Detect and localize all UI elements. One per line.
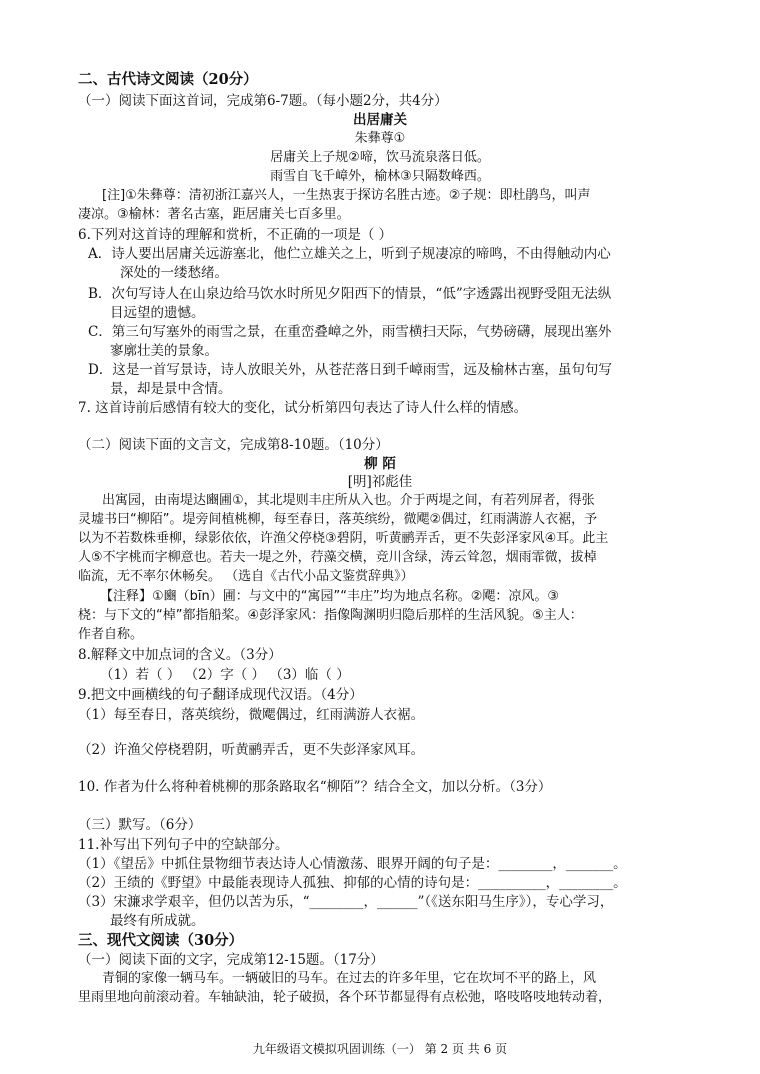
question-9-sub: （2）许渔父停桡碧阴，听黄鹂弄舌，更不失彭泽家风耳。 <box>78 742 425 758</box>
prose-note: 【注释】①豳（bīn）圃：与文中的“寓园”“丰庄”均为地点名称。②飔：凉风。③ <box>100 589 560 604</box>
modern-paragraph: 里雨里地向前滚动着。车轴缺油，轮子破损，各个环节都显得有点松弛，咯吱咯吱地转动着， <box>78 990 612 1005</box>
option-c: C．第三句写塞外的雨雪之景，在重峦叠嶂之外，雨雪横扫天际，气势磅礴，展现出塞外 <box>88 324 612 340</box>
question-8: 8.解释文中加点词的含义。（3分） <box>78 647 282 663</box>
prose-paragraph: 临流，无不率尔休畅矣。 （选自《古代小品文鉴赏辞典》） <box>78 569 414 584</box>
section-heading: 二、古代诗文阅读（20分） <box>78 71 258 88</box>
question-9-sub: （1）每至春日，落英缤纷，微飔偶过，红雨满游人衣裾。 <box>78 707 425 723</box>
question-11: 11.补写出下列句子中的空缺部分。 <box>78 837 289 853</box>
part-instruction: （一）阅读下面的文字，完成第12-15题。（17分） <box>78 952 384 968</box>
option-a: A．诗人要出居庸关远游塞北，他伫立雄关之上，听到子规凄凉的啼鸣，不由得触动内心 <box>88 246 611 262</box>
poem-line: 居庸关上子规②啼，饮马流泉落日低。 <box>270 150 490 165</box>
option-a-cont: 深处的一缕愁绪。 <box>120 265 228 281</box>
question-10: 10. 作者为什么将种着桃柳的那条路取名“柳陌”？结合全文，加以分析。（3分） <box>78 779 552 795</box>
prose-note: 作者自称。 <box>78 627 144 642</box>
question-11-sub: （3）宋濂求学艰辛，但仍以苦为乐，“________，______”（《送东阳马生序》），专心学习， <box>78 894 614 910</box>
option-d: D．这是一首写景诗，诗人放眼关外，从苍茫落日到千嶂雨雪，远及榆林古塞，虽句句写 <box>88 362 612 378</box>
modern-paragraph: 青铜的家像一辆马车。一辆破旧的马车。在过去的许多年里，它在坎坷不平的路上，风 <box>102 971 597 986</box>
question-11-sub: （2）王绩的《野望》中最能表现诗人孤独、抑郁的心情的诗句是：__________，________。 <box>78 875 627 891</box>
poem-note: 凄凉。③榆林：著名古塞，距居庸关七百多里。 <box>78 207 350 222</box>
prose-note: 桡：与下文的“棹”都指船桨。④彭泽家风：指像陶渊明归隐后那样的生活风貌。⑤主人： <box>78 608 583 623</box>
part-instruction: （二）阅读下面的文言文，完成第8-10题。（10分） <box>78 437 389 453</box>
prose-author: [明]祁彪佳 <box>347 474 413 490</box>
prose-paragraph: 人⑤不字桃而字柳意也。若夫一堤之外，荇藻交横，竞川含绿，涛云耸忽，烟雨霏微，拔棹 <box>78 550 597 565</box>
prose-title: 柳 陌 <box>364 456 396 472</box>
poem-line: 雨雪自飞千嶂外，榆林③只隔数峰西。 <box>270 169 490 184</box>
section-heading: 三、现代文阅读（30分） <box>78 932 244 949</box>
question-9: 9.把文中画横线的句子翻译成现代汉语。（4分） <box>78 687 363 703</box>
option-c-cont: 寥廓壮美的景象。 <box>110 343 218 359</box>
option-b: B．次句写诗人在山泉边给马饮水时所见夕阳西下的情景，“低”字透露出视野受阻无法纵 <box>88 286 612 302</box>
prose-paragraph: 灵墟书曰“柳陌”。堤旁间植桃柳，每至春日，落英缤纷，微飔②偶过，红雨满游人衣裾，予 <box>78 512 598 527</box>
option-d-cont: 景，却是景中含情。 <box>110 381 232 397</box>
question-8-items: （1）若（ ） （2）字（ ） （3）临（ ） <box>100 667 350 683</box>
poem-title: 出居庸关 <box>353 112 407 128</box>
question-6: 6.下列对这首诗的理解和赏析，不正确的一项是（ ） <box>78 227 393 243</box>
prose-paragraph: 以为不若数株垂柳，绿影依依，许渔父停桡③碧阴，听黄鹂弄舌，更不失彭泽家风④耳。此主 <box>78 531 609 546</box>
part-instruction: （一）阅读下面这首词，完成第6-7题。（每小题2分，共4分） <box>78 93 448 109</box>
poem-author: 朱彝尊① <box>354 131 406 146</box>
question-11-sub-cont: 最终有所成就。 <box>110 913 205 929</box>
poem-note: [注]①朱彝尊：清初浙江嘉兴人，一生热衷于探访名胜古迹。②子规：即杜鹃鸟，叫声 <box>102 188 591 203</box>
page-footer: 九年级语文模拟巩固训练（一） 第 2 页 共 6 页 <box>252 1042 508 1056</box>
question-11-sub: （1）《望岳》中抓住景物细节表达诗人心情激荡、眼界开阔的句子是：________，_______。 <box>78 856 627 872</box>
question-7: 7. 这首诗前后感情有较大的变化，试分析第四句表达了诗人什么样的情感。 <box>78 400 528 416</box>
prose-paragraph: 出寓园，由南堤达豳圃①，其北堤则丰庄所从入也。介于两堤之间，有若列屏者，得张 <box>102 493 595 508</box>
part-instruction: （三）默写。（6分） <box>78 817 202 833</box>
option-b-cont: 目远望的遗憾。 <box>110 305 205 321</box>
